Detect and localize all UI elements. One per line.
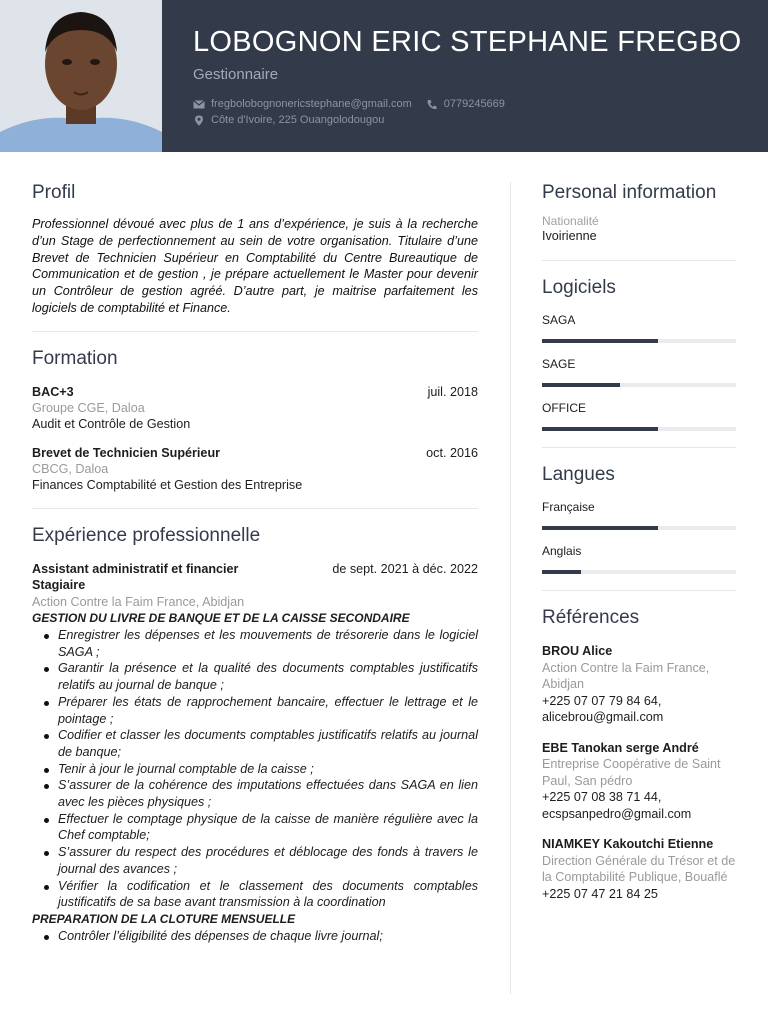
task-item: Garantir la présence et la qualité des documents comptables justificatifs relatifs au journal de banque ;	[32, 660, 478, 693]
task-list	[32, 928, 478, 945]
profile-photo	[0, 0, 162, 152]
software-name: SAGA	[542, 313, 576, 327]
experience-header	[32, 561, 478, 594]
section-divider	[32, 331, 478, 332]
envelope-icon	[193, 99, 205, 110]
software-name: SAGE	[542, 357, 576, 371]
software-level-bar	[542, 339, 736, 343]
software-level-bar	[542, 383, 736, 387]
section-divider	[32, 508, 478, 509]
education-date: juil. 2018	[427, 384, 478, 399]
education-field: Finances Comptabilité et Gestion des Entreprise	[32, 478, 303, 493]
phone-icon	[426, 99, 438, 110]
column-divider	[510, 182, 511, 994]
software-level-fill	[542, 339, 658, 343]
reference-contact: +225 07 47 21 84 25	[542, 886, 658, 901]
software-item	[542, 313, 736, 343]
reference-organization: Action Contre la Faim France, Abidjan	[542, 660, 710, 691]
reference-name: BROU Alice	[542, 644, 613, 658]
software-level-bar	[542, 427, 736, 431]
profil-text: Professionnel dévoué avec plus de 1 ans d’expérience, je suis à la recherche d’un Stage de perfectionnement au sein de votre organisation. Titulaire d’une Brevet de Technicien Supérieur en Comptabilité du Centre Bureautique de Communication et de gestion , je prépare actuellement le Master pour devenir un Contrôleur de gestion agréé. D’autre part, je maitrise parfaitement les logiciels de comptabilité et Finance.	[32, 217, 478, 315]
software-list	[542, 313, 736, 431]
language-item	[542, 500, 736, 530]
location-text: Côte d'Ivoire, 225 Ouangolodougou	[211, 114, 385, 126]
reference-name: NIAMKEY Kakoutchi Etienne	[542, 837, 714, 851]
language-item	[542, 544, 736, 574]
candidate-name: LOBOGNON ERIC STEPHANE FREGBO	[193, 26, 742, 58]
section-divider	[542, 447, 736, 448]
task-item: Préparer les états de rapprochement bancaire, effectuer le lettrage et le pointage ;	[32, 694, 478, 727]
location-pin-icon	[193, 115, 205, 126]
education-school: CBCG, Daloa	[32, 461, 109, 476]
language-name: Anglais	[542, 544, 582, 558]
phone-number[interactable]: 0779245669	[443, 98, 505, 110]
reference-name: EBE Tanokan serge André	[542, 740, 699, 755]
education-item	[32, 445, 478, 494]
references-title: Références	[542, 607, 640, 628]
software-name: OFFICE	[542, 401, 586, 415]
software-level-fill	[542, 427, 658, 431]
language-list	[542, 500, 736, 574]
reference-contact: +225 07 08 38 71 44, ecspsanpedro@gmail.com	[542, 790, 692, 821]
software-item	[542, 401, 736, 431]
task-item: S’assurer du respect des procédures et déblocage des fonds à travers le journal des avances ;	[32, 844, 478, 877]
task-item: Contrôler l’éligibilité des dépenses de chaque livre journal;	[32, 928, 478, 945]
location-line	[193, 114, 384, 126]
task-list	[32, 627, 478, 911]
reference-item	[542, 740, 736, 823]
job-company: Action Contre la Faim France, Abidjan	[32, 594, 245, 609]
formation-title: Formation	[32, 347, 118, 369]
task-group-title: PREPARATION DE LA CLOTURE MENSUELLE	[32, 911, 296, 926]
task-item: Codifier et classer les documents comptables justificatifs relatifs au journal de banque;	[32, 727, 478, 760]
personal-info-title: Personal information	[542, 182, 717, 203]
language-name: Française	[542, 500, 595, 514]
reference-organization: Direction Générale du Trésor et de la Comptabilité Publique, Bouaflé	[542, 853, 736, 884]
task-item: S’assurer de la cohérence des imputations effectuées dans SAGA en lien avec les pièces physiques ;	[32, 777, 478, 810]
software-title: Logiciels	[542, 277, 616, 298]
profil-title: Profil	[32, 182, 76, 203]
task-group-title: GESTION DU LIVRE DE BANQUE ET DE LA CAISSE SECONDAIRE	[32, 611, 410, 626]
education-school: Groupe CGE, Daloa	[32, 400, 145, 415]
language-level-fill	[542, 526, 658, 530]
main-column	[32, 182, 478, 944]
cv-header	[0, 0, 768, 152]
nationality-value: Ivoirienne	[542, 229, 597, 243]
languages-title: Langues	[542, 464, 615, 485]
education-degree: Brevet de Technicien Supérieur	[32, 445, 221, 460]
candidate-role: Gestionnaire	[193, 66, 279, 83]
education-item	[32, 384, 478, 433]
contact-line	[193, 98, 505, 110]
education-degree: BAC+3	[32, 384, 74, 399]
nationality-label: Nationalité	[542, 214, 599, 228]
reference-item	[542, 643, 736, 726]
side-column	[542, 182, 736, 902]
task-item: Tenir à jour le journal comptable de la caisse ;	[32, 761, 478, 778]
language-level-bar	[542, 570, 736, 574]
section-divider	[542, 590, 736, 591]
reference-item	[542, 836, 736, 902]
task-item: Enregistrer les dépenses et les mouvements de trésorerie dans le logiciel SAGA ;	[32, 627, 478, 660]
reference-organization: Entreprise Coopérative de Saint Paul, San pédro	[542, 757, 721, 788]
email-link[interactable]: fregbolobognonericstephane@gmail.com	[211, 98, 412, 110]
job-dates: de sept. 2021 à déc. 2022	[332, 561, 478, 576]
phone-contact	[426, 98, 505, 110]
education-field: Audit et Contrôle de Gestion	[32, 417, 191, 432]
section-divider	[542, 260, 736, 261]
education-date: oct. 2016	[426, 445, 478, 460]
language-level-bar	[542, 526, 736, 530]
software-item	[542, 357, 736, 387]
task-item: Effectuer le comptage physique de la caisse de manière régulière avec la Chef comptable;	[32, 811, 478, 844]
software-level-fill	[542, 383, 620, 387]
language-level-fill	[542, 570, 581, 574]
task-item: Vérifier la codification et le classement des documents comptables justificatifs de sa base avant transmission à la coordination	[32, 878, 478, 911]
reference-contact: +225 07 07 79 84 64, alicebrou@gmail.com	[542, 693, 664, 724]
job-title: Assistant administratif et financier Stagiaire	[32, 561, 239, 593]
experience-title: Expérience professionnelle	[32, 524, 261, 546]
